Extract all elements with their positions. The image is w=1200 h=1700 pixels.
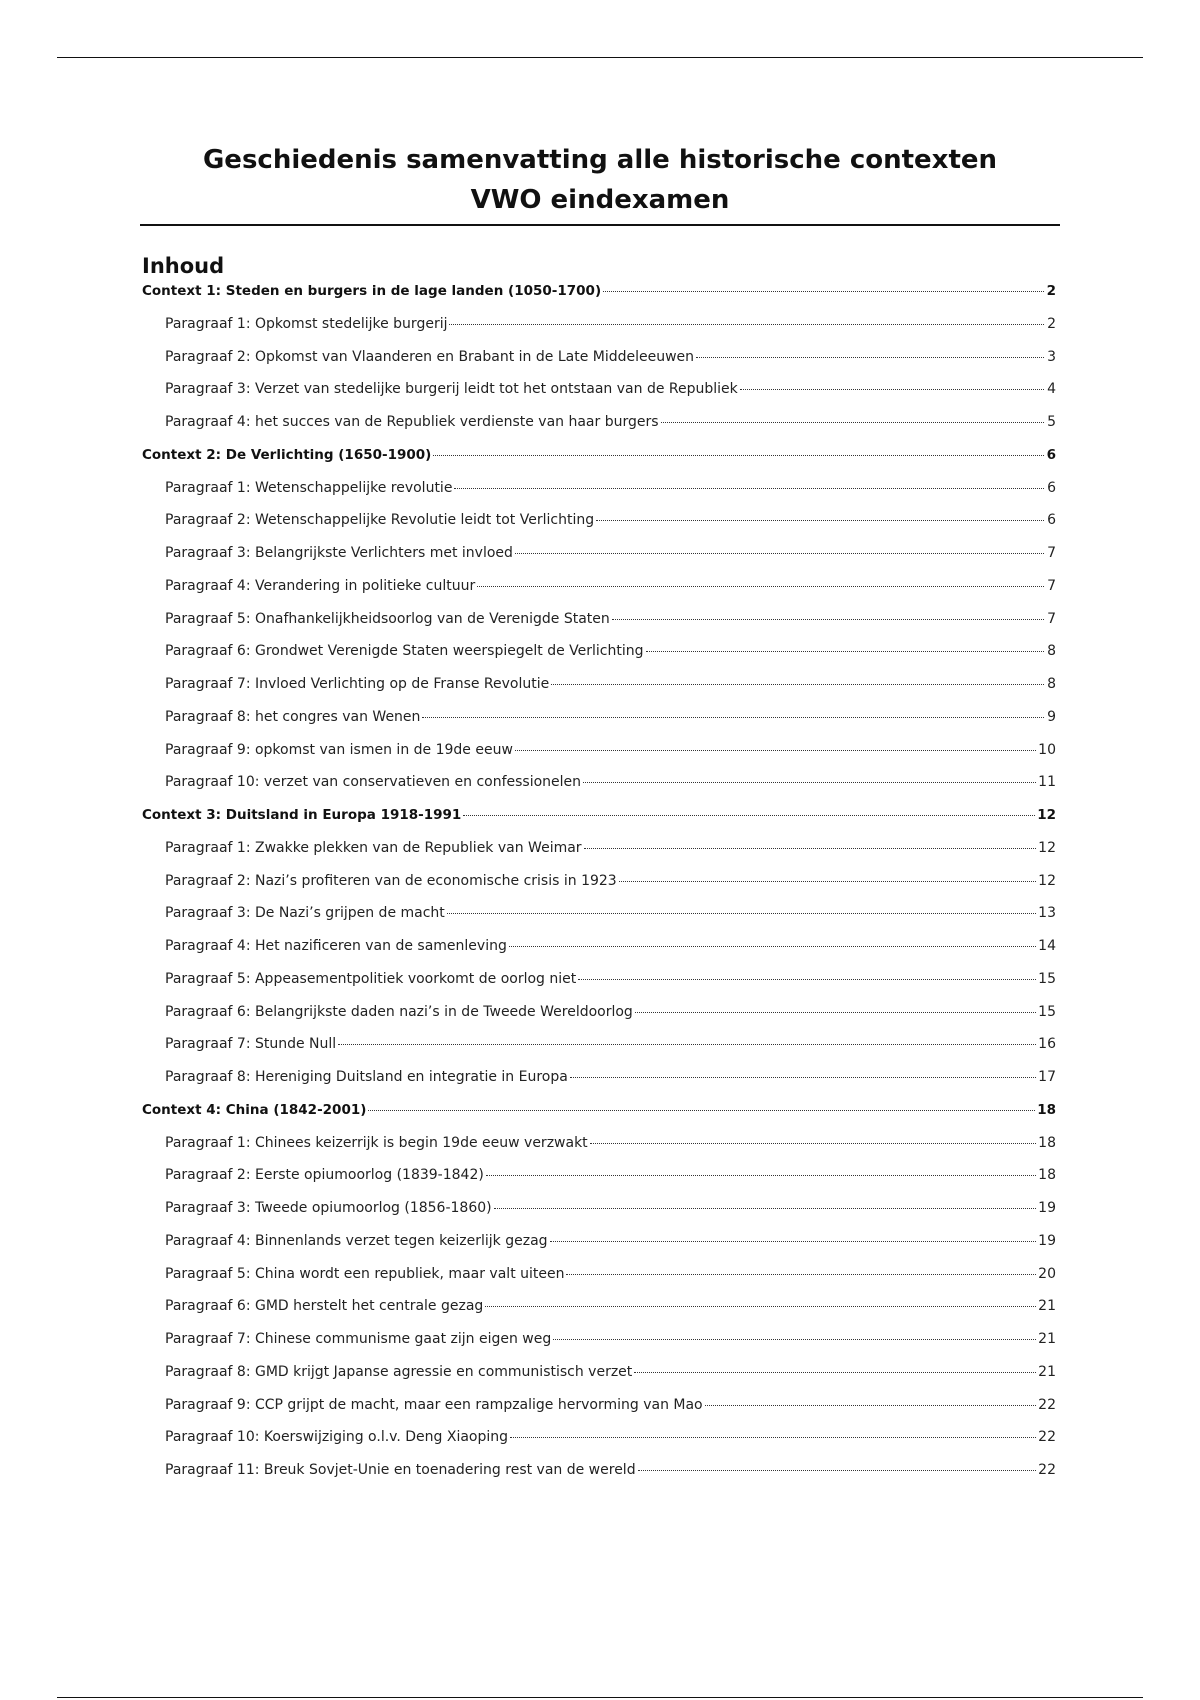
toc-entry-label: Paragraaf 3: Belangrijkste Verlichters met invloed [165,545,513,561]
document-title-line-2: VWO eindexamen [470,185,730,215]
toc-dot-leader [550,1240,1037,1242]
toc-paragraph-entry[interactable] [142,971,1056,1004]
toc-entry-label: Paragraaf 6: Grondwet Verenigde Staten weerspiegelt de Verlichting [165,643,644,660]
toc-dot-leader [447,912,1036,914]
toc-paragraph-entry[interactable] [142,1069,1056,1102]
toc-entry-label: Paragraaf 3: Tweede opiumoorlog (1856-1860) [165,1200,492,1216]
toc-context-entry[interactable] [142,447,1056,480]
page-bottom-rule [57,1697,1143,1698]
toc-entry-label: Paragraaf 4: Binnenlands verzet tegen keizerlijk gezag [165,1232,548,1249]
toc-paragraph-entry[interactable] [142,1298,1056,1331]
toc-entry-label: Paragraaf 10: Koerswijziging o.l.v. Deng Xiaoping [165,1429,509,1446]
toc-dot-leader [510,1436,1036,1438]
toc-page-number: 19 [1038,1232,1056,1249]
toc-paragraph-entry[interactable] [142,873,1056,906]
toc-entry-label: Paragraaf 1: Wetenschappelijke revolutie [165,479,453,496]
toc-dot-leader [553,1338,1036,1340]
toc-page-number: 2 [1047,315,1056,332]
toc-page-number: 15 [1038,970,1056,987]
toc-dot-leader [486,1174,1036,1176]
toc-paragraph-entry[interactable] [142,1233,1056,1266]
toc-dot-leader [485,1305,1036,1307]
toc-page-number: 11 [1038,774,1056,791]
toc-paragraph-entry[interactable] [142,480,1056,513]
toc-paragraph-entry[interactable] [142,1364,1056,1397]
toc-paragraph-entry[interactable] [142,414,1056,447]
toc-page-number: 19 [1038,1200,1056,1216]
toc-page-number: 18 [1037,1101,1056,1118]
toc-entry-label: Paragraaf 2: Wetenschappelijke Revolutie leidt tot Verlichting [165,512,595,529]
toc-paragraph-entry[interactable] [142,1036,1056,1069]
toc-paragraph-entry[interactable] [142,578,1056,611]
toc-paragraph-entry[interactable] [142,316,1056,349]
toc-paragraph-entry[interactable] [142,1266,1056,1299]
toc-dot-leader [661,421,1044,423]
toc-paragraph-entry[interactable] [142,1397,1056,1430]
toc-context-entry[interactable] [142,283,1056,316]
toc-entry-label: Paragraaf 7: Stunde Null [165,1036,337,1053]
toc-page-number: 2 [1046,283,1056,299]
toc-dot-leader [477,585,1044,587]
toc-dot-leader [612,618,1044,620]
toc-dot-leader [570,1076,1036,1078]
toc-heading: Inhoud [142,254,225,278]
toc-page-number: 12 [1037,807,1056,823]
toc-entry-label: Paragraaf 1: Opkomst stedelijke burgerij [165,315,448,332]
toc-entry-label: Paragraaf 10: verzet van conservatieven en confessionelen [165,774,582,791]
toc-page-number: 18 [1038,1134,1056,1151]
toc-entry-label: Paragraaf 5: China wordt een republiek, maar valt uiteen [165,1265,565,1282]
toc-context-entry[interactable] [142,807,1056,840]
toc-paragraph-entry[interactable] [142,381,1056,414]
toc-dot-leader [566,1273,1036,1275]
toc-page-number: 17 [1038,1069,1056,1085]
toc-entry-label: Paragraaf 9: CCP grijpt de macht, maar een rampzalige hervorming van Mao [165,1396,703,1413]
toc-paragraph-entry[interactable] [142,742,1056,775]
toc-entry-label: Paragraaf 5: Onafhankelijkheidsoorlog van de Verenigde Staten [165,610,610,627]
toc-entry-label: Paragraaf 1: Zwakke plekken van de Republiek van Weimar [165,839,582,856]
toc-entry-label: Paragraaf 8: Hereniging Duitsland en integratie in Europa [165,1069,568,1085]
toc-entry-label: Paragraaf 3: De Nazi’s grijpen de macht [165,905,445,922]
toc-paragraph-entry[interactable] [142,905,1056,938]
toc-dot-leader [638,1469,1037,1471]
toc-entry-label: Paragraaf 6: Belangrijkste daden nazi’s in de Tweede Wereldoorlog [165,1003,633,1020]
toc-paragraph-entry[interactable] [142,676,1056,709]
toc-page-number: 22 [1038,1429,1056,1446]
toc-entry-label: Context 3: Duitsland in Europa 1918-1991 [142,807,462,823]
toc-entry-label: Context 1: Steden en burgers in de lage landen (1050-1700) [142,283,602,299]
toc-dot-leader [463,814,1035,816]
document-title-line-1: Geschiedenis samenvatting alle historische contexten [202,145,998,175]
toc-dot-leader [634,1371,1036,1373]
toc-dot-leader [705,1404,1037,1406]
toc-dot-leader [635,1011,1036,1013]
toc-page-number: 22 [1038,1462,1056,1478]
toc-dot-leader [494,1207,1037,1209]
toc-entry-label: Paragraaf 4: Het nazificeren van de samenleving [165,938,507,954]
document-title [140,140,1060,220]
toc-page-number: 8 [1047,676,1056,692]
toc-page-number: 4 [1047,381,1056,398]
toc-dot-leader [646,650,1045,652]
toc-page-number: 21 [1038,1363,1056,1380]
toc-page-number: 7 [1047,577,1056,594]
toc-dot-leader [583,781,1036,783]
toc-page-number: 12 [1038,839,1056,856]
toc-dot-leader [515,749,1036,751]
toc-page-number: 7 [1047,610,1056,627]
toc-dot-leader [338,1043,1036,1045]
toc-entry-label: Paragraaf 4: het succes van de Republiek verdienste van haar burgers [165,414,659,430]
toc-paragraph-entry[interactable] [142,1462,1056,1495]
toc-paragraph-entry[interactable] [142,1200,1056,1233]
toc-page-number: 8 [1047,643,1056,660]
toc-page-number: 21 [1038,1331,1056,1347]
toc-entry-label: Paragraaf 11: Breuk Sovjet-Unie en toenadering rest van de wereld [165,1462,636,1478]
toc-page-number: 13 [1038,905,1056,922]
toc-page-number: 6 [1047,512,1056,529]
toc-paragraph-entry[interactable] [142,774,1056,807]
toc-page-number: 22 [1038,1396,1056,1413]
toc-entry-label: Context 2: De Verlichting (1650-1900) [142,446,432,463]
toc-paragraph-entry[interactable] [142,1331,1056,1364]
toc-dot-leader [619,880,1036,882]
toc-page-number: 7 [1047,545,1056,561]
toc-dot-leader [578,978,1036,980]
toc-dot-leader [422,716,1044,718]
toc-dot-leader [449,323,1044,325]
toc-entry-label: Context 4: China (1842-2001) [142,1101,367,1118]
toc-entry-label: Paragraaf 7: Invloed Verlichting op de Franse Revolutie [165,676,550,692]
toc-paragraph-entry[interactable] [142,545,1056,578]
toc-page-number: 5 [1047,414,1056,430]
toc-entry-label: Paragraaf 2: Opkomst van Vlaanderen en Brabant in de Late Middeleeuwen [165,348,695,365]
toc-paragraph-entry[interactable] [142,1135,1056,1168]
toc-paragraph-entry[interactable] [142,709,1056,742]
toc-page-number: 16 [1038,1036,1056,1053]
toc-page-number: 6 [1046,446,1056,463]
toc-entry-label: Paragraaf 8: het congres van Wenen [165,708,421,725]
toc-entry-label: Paragraaf 6: GMD herstelt het centrale gezag [165,1298,484,1315]
toc-paragraph-entry[interactable] [142,938,1056,971]
toc-page-number: 21 [1038,1298,1056,1315]
toc-entry-label: Paragraaf 7: Chinese communisme gaat zijn eigen weg [165,1331,552,1347]
toc-entry-label: Paragraaf 5: Appeasementpolitiek voorkomt de oorlog niet [165,970,577,987]
toc-paragraph-entry[interactable] [142,1004,1056,1037]
toc-dot-leader [433,454,1044,456]
toc-dot-leader [551,683,1044,685]
toc-entry-label: Paragraaf 1: Chinees keizerrijk is begin 19de eeuw verzwakt [165,1134,588,1151]
toc-entry-label: Paragraaf 4: Verandering in politieke cultuur [165,577,476,594]
toc-dot-leader [368,1109,1035,1111]
toc-paragraph-entry[interactable] [142,643,1056,676]
toc-dot-leader [584,847,1037,849]
toc-context-entry[interactable] [142,1102,1056,1135]
toc-page-number: 12 [1038,872,1056,889]
toc-dot-leader [454,487,1044,489]
toc-dot-leader [603,290,1044,292]
toc-paragraph-entry[interactable] [142,512,1056,545]
toc-paragraph-entry[interactable] [142,611,1056,644]
toc-dot-leader [509,945,1036,947]
toc-page-number: 15 [1038,1003,1056,1020]
toc-entry-label: Paragraaf 2: Nazi’s profiteren van de economische crisis in 1923 [165,872,617,889]
toc-paragraph-entry[interactable] [142,1429,1056,1462]
toc-dot-leader [515,552,1044,554]
toc-page-number: 9 [1047,708,1056,725]
toc-page-number: 6 [1047,479,1056,496]
toc-paragraph-entry[interactable] [142,349,1056,382]
toc-page-number: 10 [1038,741,1056,758]
toc-entry-label: Paragraaf 3: Verzet van stedelijke burgerij leidt tot het ontstaan van de Republiek [165,381,738,398]
toc-page-number: 20 [1038,1265,1056,1282]
table-of-contents [142,283,1056,1495]
toc-dot-leader [596,519,1044,521]
title-underline [140,224,1060,226]
toc-dot-leader [696,356,1044,358]
toc-page-number: 18 [1038,1167,1056,1184]
toc-entry-label: Paragraaf 8: GMD krijgt Japanse agressie en communistisch verzet [165,1363,633,1380]
toc-page-number: 3 [1047,348,1056,365]
toc-entry-label: Paragraaf 2: Eerste opiumoorlog (1839-1842) [165,1167,484,1184]
toc-dot-leader [590,1142,1037,1144]
page-top-rule [57,57,1143,58]
toc-paragraph-entry[interactable] [142,840,1056,873]
toc-entry-label: Paragraaf 9: opkomst van ismen in de 19de eeuw [165,741,513,758]
toc-dot-leader [740,388,1044,390]
toc-page-number: 14 [1038,938,1056,954]
toc-paragraph-entry[interactable] [142,1167,1056,1200]
